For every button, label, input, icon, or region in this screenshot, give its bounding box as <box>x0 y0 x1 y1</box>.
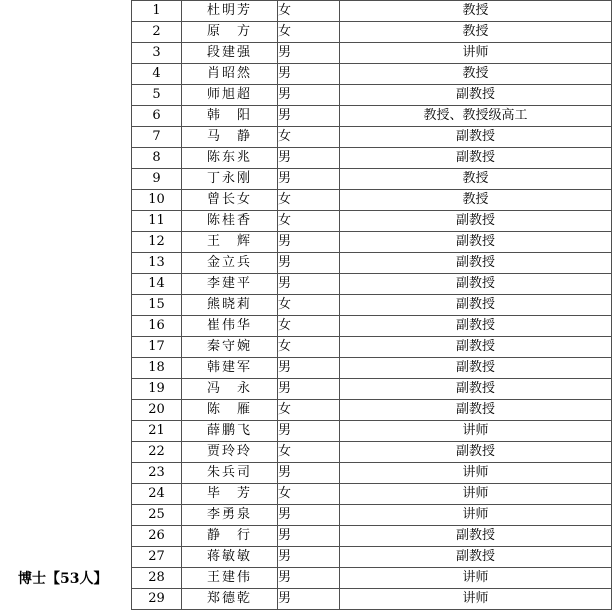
job-title: 教授 <box>340 190 612 211</box>
table-row <box>132 232 612 253</box>
job-title: 副教授 <box>340 400 612 421</box>
gender-cell: 男 <box>278 232 340 253</box>
gender-cell: 女 <box>278 400 340 421</box>
job-title: 副教授 <box>340 295 612 316</box>
row-number: 5 <box>132 85 182 106</box>
person-name: 薛鹏飞 <box>182 421 278 442</box>
person-name: 李建平 <box>182 274 278 295</box>
person-name: 王 辉 <box>182 232 278 253</box>
person-name: 陈 雁 <box>182 400 278 421</box>
person-name: 原 方 <box>182 22 278 43</box>
table-row <box>132 316 612 337</box>
row-number: 17 <box>132 337 182 358</box>
person-name: 段建强 <box>182 43 278 64</box>
gender-cell: 男 <box>278 358 340 379</box>
job-title: 副教授 <box>340 547 612 568</box>
table-row <box>132 337 612 358</box>
person-name: 毕 芳 <box>182 484 278 505</box>
faculty-table <box>131 0 612 610</box>
gender-cell: 女 <box>278 442 340 463</box>
gender-cell: 男 <box>278 169 340 190</box>
gender-cell: 男 <box>278 64 340 85</box>
job-title: 副教授 <box>340 526 612 547</box>
person-name: 贾玲玲 <box>182 442 278 463</box>
category-label: 博士【53人】 <box>18 571 108 587</box>
table-row <box>132 484 612 505</box>
job-title: 副教授 <box>340 232 612 253</box>
job-title: 教授 <box>340 1 612 22</box>
job-title: 教授 <box>340 64 612 85</box>
job-title: 副教授 <box>340 85 612 106</box>
table-row <box>132 22 612 43</box>
table-row <box>132 421 612 442</box>
table-row <box>132 442 612 463</box>
person-name: 陈桂香 <box>182 211 278 232</box>
gender-cell: 男 <box>278 253 340 274</box>
person-name: 马 静 <box>182 127 278 148</box>
job-title: 副教授 <box>340 358 612 379</box>
table-row <box>132 64 612 85</box>
table-row <box>132 211 612 232</box>
job-title: 讲师 <box>340 589 612 610</box>
job-title: 副教授 <box>340 379 612 400</box>
gender-cell: 女 <box>278 337 340 358</box>
job-title: 讲师 <box>340 505 612 526</box>
gender-cell: 男 <box>278 547 340 568</box>
person-name: 静 行 <box>182 526 278 547</box>
table-row <box>132 127 612 148</box>
table-body <box>132 1 612 610</box>
table-row <box>132 43 612 64</box>
row-number: 9 <box>132 169 182 190</box>
gender-cell: 男 <box>278 148 340 169</box>
row-number: 29 <box>132 589 182 610</box>
gender-cell: 男 <box>278 85 340 106</box>
gender-cell: 女 <box>278 295 340 316</box>
row-number: 14 <box>132 274 182 295</box>
gender-cell: 男 <box>278 526 340 547</box>
row-number: 8 <box>132 148 182 169</box>
row-number: 19 <box>132 379 182 400</box>
row-number: 11 <box>132 211 182 232</box>
gender-cell: 男 <box>278 505 340 526</box>
job-title: 副教授 <box>340 253 612 274</box>
table-row <box>132 148 612 169</box>
table-row <box>132 547 612 568</box>
table-row <box>132 274 612 295</box>
table-row <box>132 106 612 127</box>
table-row <box>132 589 612 610</box>
gender-cell: 男 <box>278 274 340 295</box>
person-name: 崔伟华 <box>182 316 278 337</box>
person-name: 金立兵 <box>182 253 278 274</box>
row-number: 10 <box>132 190 182 211</box>
row-number: 26 <box>132 526 182 547</box>
job-title: 讲师 <box>340 568 612 589</box>
table-row <box>132 568 612 589</box>
person-name: 丁永刚 <box>182 169 278 190</box>
table-row <box>132 295 612 316</box>
person-name: 韩 阳 <box>182 106 278 127</box>
person-name: 杜明芳 <box>182 1 278 22</box>
person-name: 李勇泉 <box>182 505 278 526</box>
gender-cell: 女 <box>278 1 340 22</box>
gender-cell: 男 <box>278 463 340 484</box>
row-number: 4 <box>132 64 182 85</box>
row-number: 7 <box>132 127 182 148</box>
gender-cell: 男 <box>278 43 340 64</box>
table-row <box>132 85 612 106</box>
gender-cell: 女 <box>278 22 340 43</box>
person-name: 陈东兆 <box>182 148 278 169</box>
person-name: 曾长女 <box>182 190 278 211</box>
person-name: 师旭超 <box>182 85 278 106</box>
job-title: 副教授 <box>340 148 612 169</box>
person-name: 冯 永 <box>182 379 278 400</box>
table-row <box>132 463 612 484</box>
person-name: 蒋敏敏 <box>182 547 278 568</box>
table-row <box>132 379 612 400</box>
job-title: 副教授 <box>340 337 612 358</box>
row-number: 13 <box>132 253 182 274</box>
row-number: 3 <box>132 43 182 64</box>
table-row <box>132 190 612 211</box>
job-title: 教授 <box>340 22 612 43</box>
job-title: 讲师 <box>340 43 612 64</box>
table-row <box>132 169 612 190</box>
person-name: 王建伟 <box>182 568 278 589</box>
table-row <box>132 1 612 22</box>
job-title: 讲师 <box>340 463 612 484</box>
table-row <box>132 358 612 379</box>
row-number: 27 <box>132 547 182 568</box>
row-number: 20 <box>132 400 182 421</box>
person-name: 朱兵司 <box>182 463 278 484</box>
person-name: 韩建军 <box>182 358 278 379</box>
gender-cell: 女 <box>278 484 340 505</box>
person-name: 肖昭然 <box>182 64 278 85</box>
gender-cell: 女 <box>278 316 340 337</box>
gender-cell: 男 <box>278 106 340 127</box>
row-number: 23 <box>132 463 182 484</box>
row-number: 1 <box>132 1 182 22</box>
table-row <box>132 526 612 547</box>
row-number: 22 <box>132 442 182 463</box>
job-title: 副教授 <box>340 211 612 232</box>
row-number: 2 <box>132 22 182 43</box>
row-number: 6 <box>132 106 182 127</box>
row-number: 25 <box>132 505 182 526</box>
row-number: 21 <box>132 421 182 442</box>
job-title: 副教授 <box>340 274 612 295</box>
person-name: 秦守婉 <box>182 337 278 358</box>
table-row <box>132 253 612 274</box>
person-name: 郑德乾 <box>182 589 278 610</box>
table-row <box>132 505 612 526</box>
row-number: 15 <box>132 295 182 316</box>
gender-cell: 男 <box>278 421 340 442</box>
gender-cell: 男 <box>278 589 340 610</box>
row-number: 18 <box>132 358 182 379</box>
job-title: 讲师 <box>340 484 612 505</box>
gender-cell: 女 <box>278 211 340 232</box>
job-title: 教授、教授级高工 <box>340 106 612 127</box>
job-title: 副教授 <box>340 442 612 463</box>
table-row <box>132 400 612 421</box>
job-title: 讲师 <box>340 421 612 442</box>
gender-cell: 男 <box>278 568 340 589</box>
row-number: 12 <box>132 232 182 253</box>
job-title: 副教授 <box>340 316 612 337</box>
gender-cell: 男 <box>278 379 340 400</box>
gender-cell: 女 <box>278 127 340 148</box>
job-title: 副教授 <box>340 127 612 148</box>
gender-cell: 女 <box>278 190 340 211</box>
row-number: 16 <box>132 316 182 337</box>
row-number: 24 <box>132 484 182 505</box>
job-title: 教授 <box>340 169 612 190</box>
person-name: 熊晓莉 <box>182 295 278 316</box>
row-number: 28 <box>132 568 182 589</box>
